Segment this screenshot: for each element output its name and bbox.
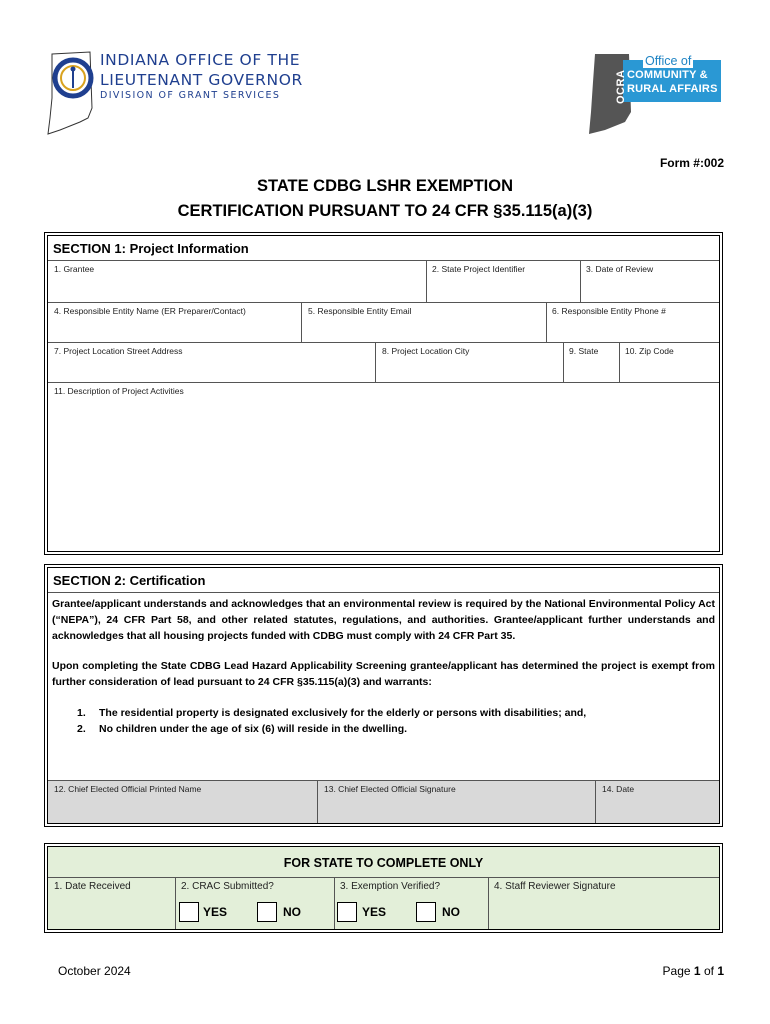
exemption-no-checkbox[interactable]	[416, 902, 436, 922]
footer-page-number	[663, 964, 724, 978]
divider	[317, 780, 318, 823]
logo-line-1: INDIANA OFFICE OF THE	[100, 51, 301, 69]
row2-line	[48, 302, 719, 303]
item-2-number: 2.	[77, 723, 86, 735]
logo-line-3: DIVISION OF GRANT SERVICES	[100, 90, 281, 101]
divider	[301, 302, 302, 342]
field-responsible-entity-phone[interactable]: 6. Responsible Entity Phone #	[552, 306, 666, 316]
divider	[334, 877, 335, 929]
ocra-logo	[585, 52, 725, 136]
field-crac-submitted: 2. CRAC Submitted?	[181, 881, 274, 892]
lt-governor-logo	[40, 48, 303, 138]
field-staff-reviewer-signature[interactable]: 4. Staff Reviewer Signature	[494, 881, 616, 892]
field-date-received[interactable]: 1. Date Received	[54, 881, 131, 892]
indiana-state-outline-icon	[40, 48, 100, 138]
field-exemption-verified: 3. Exemption Verified?	[340, 881, 441, 892]
divider	[595, 780, 596, 823]
ocra-office-of: Office of	[645, 54, 692, 68]
exemption-no-label: NO	[442, 905, 460, 919]
divider	[488, 877, 489, 929]
page-prefix: Page	[662, 964, 691, 978]
field-date[interactable]: 14. Date	[602, 784, 635, 794]
certification-paragraph-2: Upon completing the State CDBG Lead Hazard Applicability Screening grantee/applicant has determined the project is exempt from further consideration of lead pursuant to 24 CFR §35.115(a)(3) and warrants:	[52, 660, 715, 688]
exemption-yes-checkbox[interactable]	[337, 902, 357, 922]
field-official-signature[interactable]: 13. Chief Elected Official Signature	[324, 784, 456, 794]
field-state-project-id[interactable]: 2. State Project Identifier	[432, 264, 526, 274]
section1-heading: SECTION 1: Project Information	[53, 241, 249, 256]
section1-frame	[44, 232, 723, 555]
divider	[175, 877, 176, 929]
divider	[375, 342, 376, 382]
title-line-2: CERTIFICATION PURSUANT TO 24 CFR §35.115(a)(3)	[177, 202, 593, 220]
divider	[619, 342, 620, 382]
logo-line-2: LIEUTENANT GOVERNOR	[100, 71, 303, 89]
crac-yes-label: YES	[203, 905, 228, 919]
page-total: 1	[717, 964, 724, 978]
footer-date: October 2024	[58, 964, 131, 978]
field-description[interactable]: 11. Description of Project Activities	[54, 386, 184, 396]
row1-line	[48, 260, 719, 261]
state-use-frame	[44, 843, 723, 933]
field-grantee[interactable]: 1. Grantee	[54, 264, 95, 274]
divider	[426, 260, 427, 302]
state-use-head-line	[48, 877, 719, 878]
section2-heading: SECTION 2: Certification	[53, 573, 206, 588]
section2-head-line	[48, 592, 719, 593]
field-city[interactable]: 8. Project Location City	[382, 346, 470, 356]
field-date-of-review[interactable]: 3. Date of Review	[586, 264, 654, 274]
crac-yes-checkbox[interactable]	[179, 902, 199, 922]
signature-row-line	[48, 780, 719, 781]
crac-no-label: NO	[283, 905, 301, 919]
divider	[580, 260, 581, 302]
exemption-yes-label: YES	[362, 905, 387, 919]
section2-frame	[44, 564, 723, 827]
certification-paragraph-1: Grantee/applicant understands and acknowledges that an environmental review is required by the National Environmental Policy Act (“NEPA”), 24 CFR Part 58, and other related statutes, regulations, and authorities. Grantee/applicant further understands and acknowledges that all housing projects funded with CDBG must comply with 24 CFR Part 35.	[52, 598, 715, 642]
row4-line	[48, 382, 719, 383]
page-of: of	[703, 964, 714, 978]
state-use-heading: FOR STATE TO COMPLETE ONLY	[283, 856, 484, 870]
title-line-1: STATE CDBG LSHR EXEMPTION	[256, 177, 514, 195]
crac-no-checkbox[interactable]	[257, 902, 277, 922]
item-1-text: The residential property is designated exclusively for the elderly or persons with disabilities; and,	[99, 707, 587, 719]
divider	[563, 342, 564, 382]
form-number: Form #:002	[659, 156, 724, 170]
ocra-community: COMMUNITY &	[627, 69, 708, 81]
ocra-vertical-text: OCRA	[615, 69, 627, 104]
ocra-rural-affairs: RURAL AFFAIRS	[627, 83, 718, 95]
field-responsible-entity-name[interactable]: 4. Responsible Entity Name (ER Preparer/Contact)	[54, 306, 246, 316]
field-state[interactable]: 9. State	[569, 346, 599, 356]
page-current: 1	[693, 964, 701, 978]
item-1-number: 1.	[77, 707, 86, 719]
divider	[546, 302, 547, 342]
field-responsible-entity-email[interactable]: 5. Responsible Entity Email	[308, 306, 412, 316]
field-street-address[interactable]: 7. Project Location Street Address	[54, 346, 183, 356]
field-official-printed-name[interactable]: 12. Chief Elected Official Printed Name	[54, 784, 202, 794]
field-zip-code[interactable]: 10. Zip Code	[625, 346, 674, 356]
item-2-text: No children under the age of six (6) will reside in the dwelling.	[99, 723, 408, 735]
